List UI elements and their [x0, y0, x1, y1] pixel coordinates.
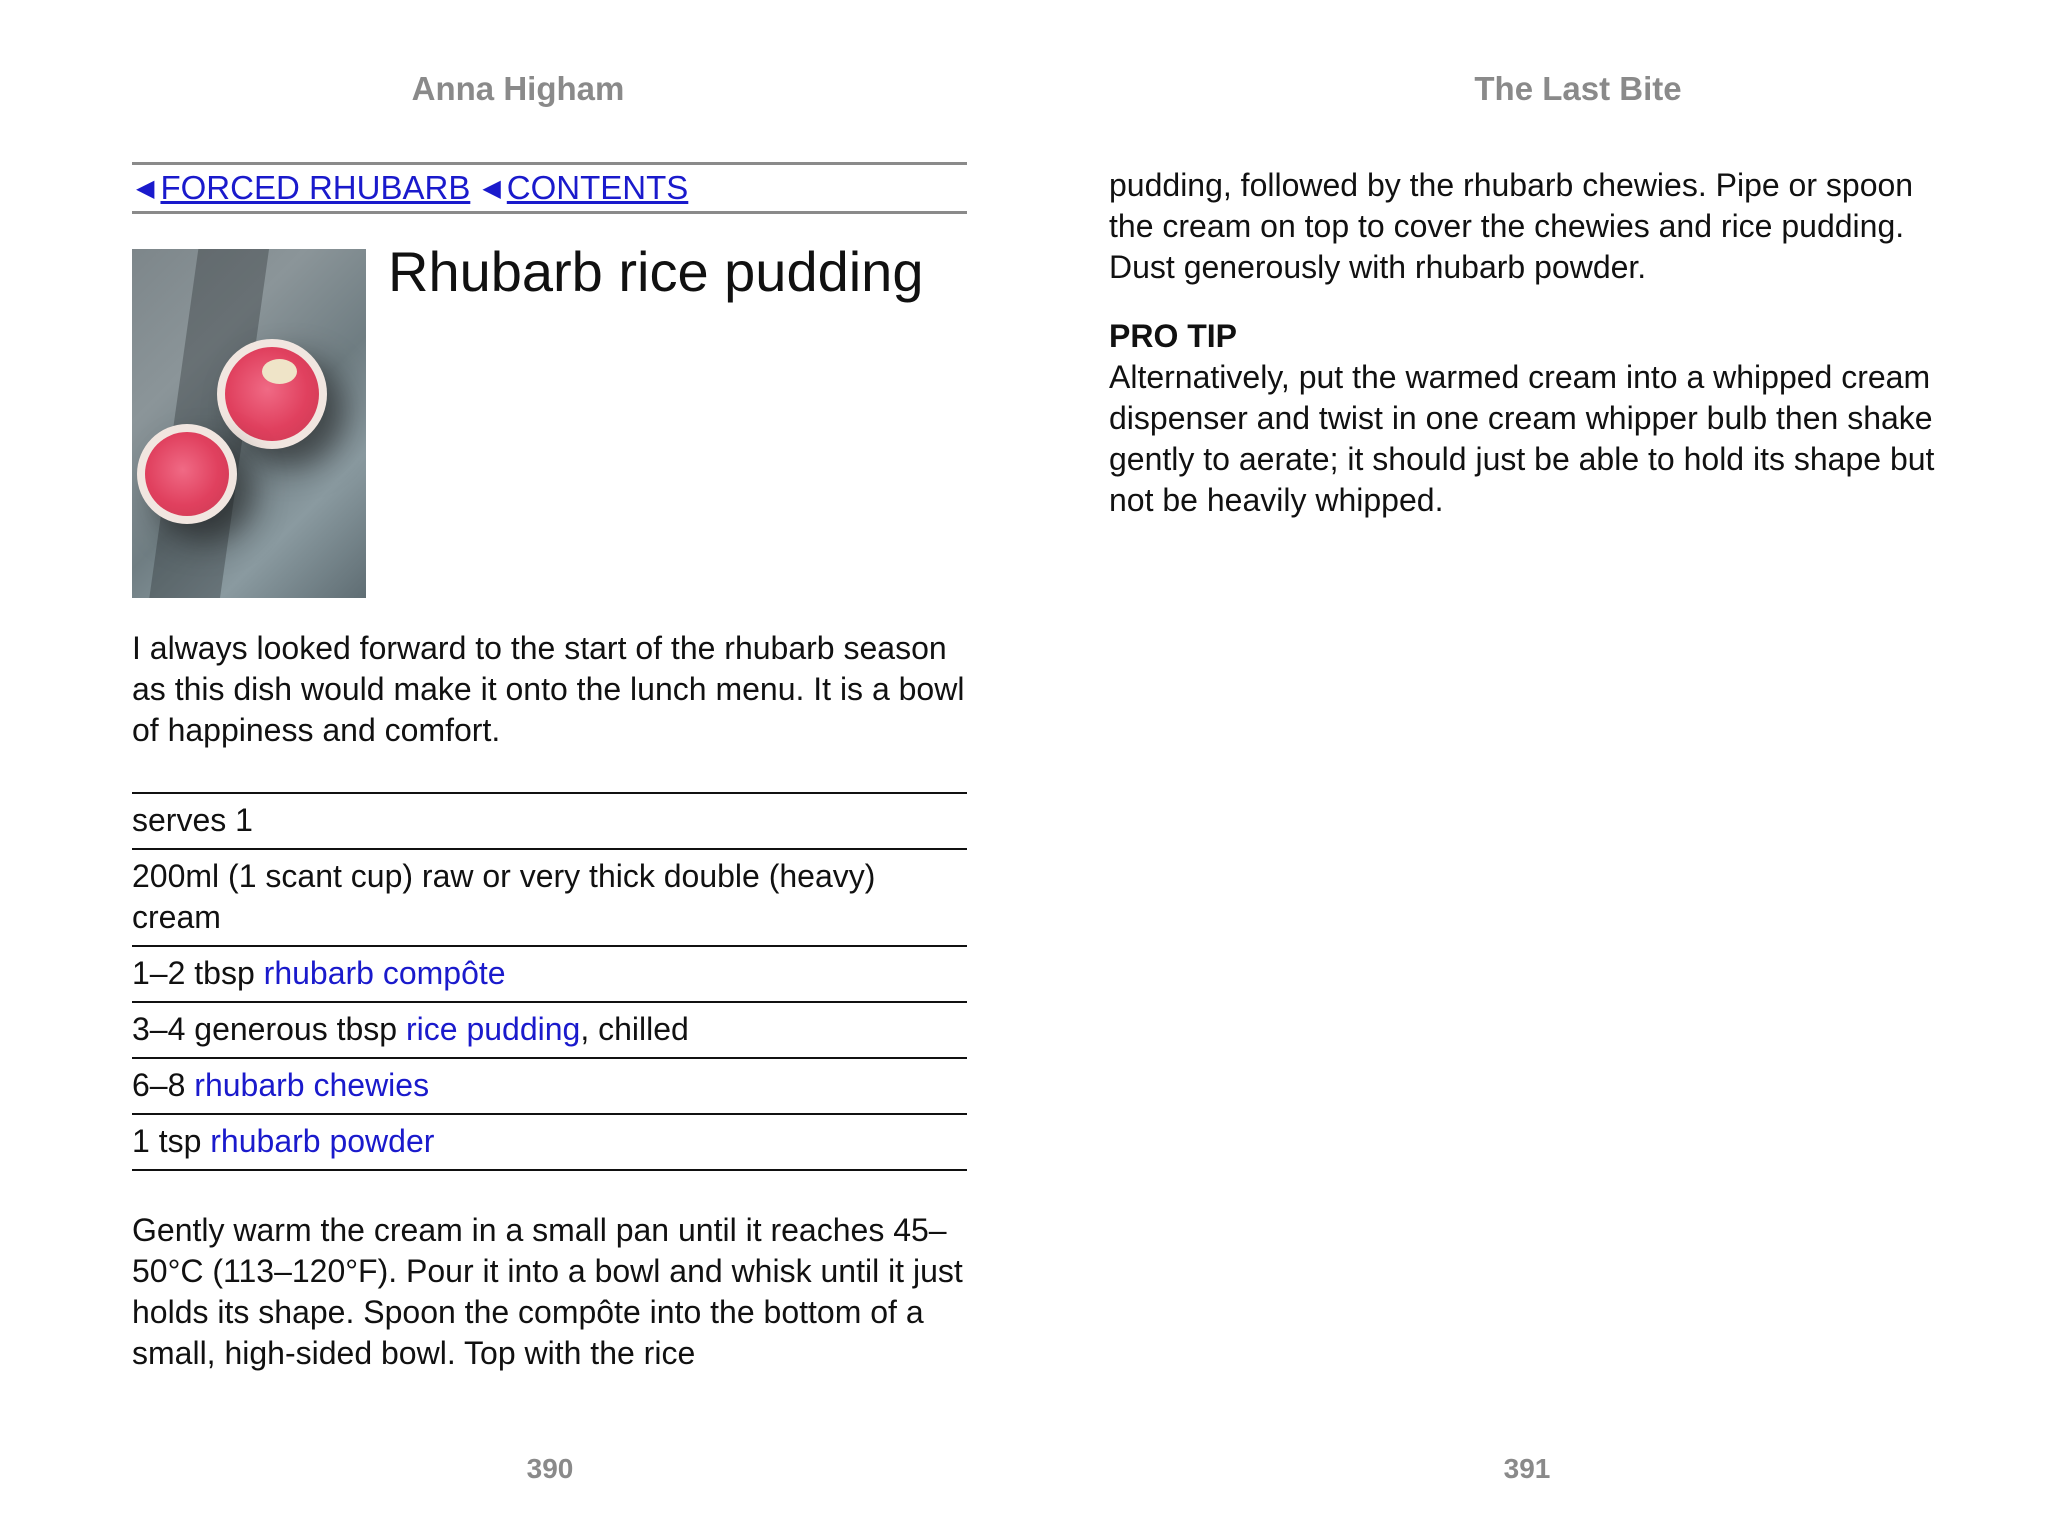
rhubarb-powder-link[interactable]: rhubarb powder — [210, 1123, 435, 1159]
bowl-image — [137, 424, 237, 524]
running-head-book-title: The Last Bite — [1474, 70, 1682, 107]
page-number: 391 — [1503, 1453, 1551, 1484]
ingredient-row: 6–8 rhubarb chewies — [132, 1059, 967, 1115]
back-triangle-icon: ◀ — [482, 174, 501, 202]
right-page — [1024, 0, 2048, 1536]
page-number: 390 — [526, 1453, 574, 1484]
recipe-intro: I always looked forward to the start of the rhubarb season as this dish would make it onto the lunch menu. It is a bowl of happiness and comfort. — [132, 630, 965, 748]
pro-tip-heading: PRO TIP — [1109, 318, 1238, 354]
recipe-nav-bar — [132, 162, 967, 214]
contents-link[interactable]: CONTENTS — [506, 169, 689, 206]
ingredients-table — [132, 792, 967, 1171]
back-triangle-icon: ◀ — [136, 174, 155, 202]
serves-row: serves 1 — [132, 794, 967, 850]
rhubarb-chewies-link[interactable]: rhubarb chewies — [194, 1067, 430, 1103]
ingredient-row: 3–4 generous tbsp rice pudding, chilled — [132, 1003, 967, 1059]
forced-rhubarb-link[interactable]: FORCED RHUBARB — [160, 169, 471, 206]
recipe-title: Rhubarb rice pudding — [388, 240, 924, 303]
bowl-image — [217, 339, 327, 449]
recipe-photo[interactable] — [132, 249, 366, 598]
pro-tip-body: Alternatively, put the warmed cream into a whipped cream dispenser and twist in one cream whipper bulb then shake gently to aerate; it should just be able to hold its shape but not be heavily whipped. — [1109, 359, 1935, 518]
rhubarb-compote-link[interactable]: rhubarb compôte — [263, 955, 506, 991]
running-head-author: Anna Higham — [411, 70, 625, 107]
method-text: Gently warm the cream in a small pan until it reaches 45–50°C (113–120°F). Pour it into a bowl and whisk until it just holds its shape. Spoon the compôte into the bottom of a small, high-sided bowl. Top with the rice — [132, 1212, 963, 1371]
ingredient-row: 200ml (1 scant cup) raw or very thick double (heavy) cream — [132, 850, 967, 947]
ingredient-row: 1–2 tbsp rhubarb compôte — [132, 947, 967, 1003]
rice-pudding-link[interactable]: rice pudding — [405, 1011, 581, 1047]
ingredient-row: 1 tsp rhubarb powder — [132, 1115, 967, 1171]
method-text-continued: pudding, followed by the rhubarb chewies. Pipe or spoon the cream on top to cover the chewies and rice pudding. Dust generously with rhubarb powder. — [1109, 167, 1914, 285]
